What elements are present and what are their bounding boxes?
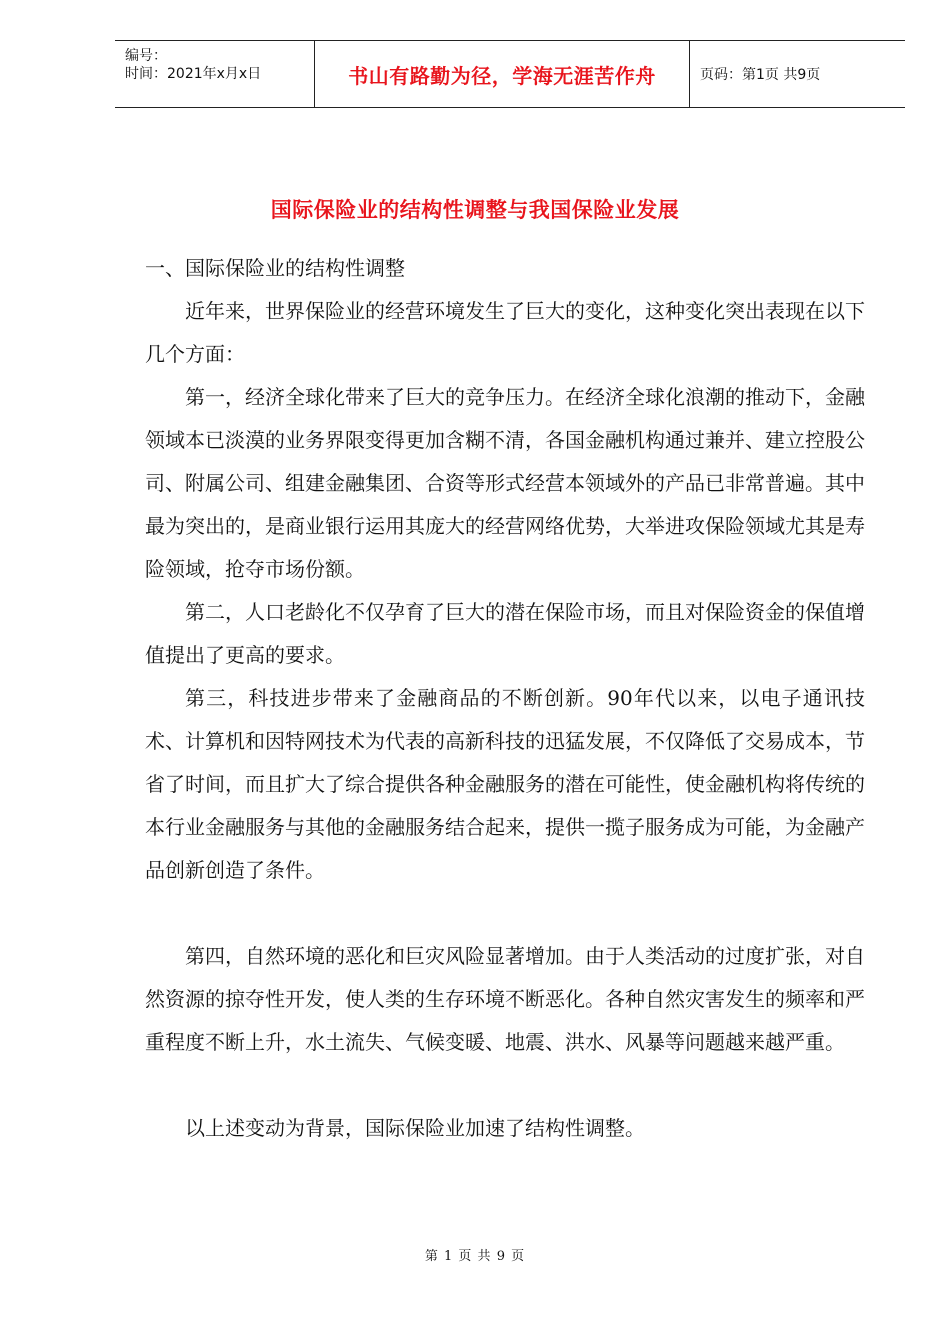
page-footer: 第 1 页 共 9 页 xyxy=(424,1249,526,1264)
header-page-info: 页码：第1页 共9页 xyxy=(700,67,821,83)
spacer xyxy=(145,1064,865,1107)
header-table xyxy=(115,40,905,108)
paragraph-third: 第三，科技进步带来了金融商品的不断创新。90年代以来，以电子通讯技术、计算机和因特网技术为代表的高新科技的迅猛发展，不仅降低了交易成本，节省了时间，而且扩大了综合提供各种金融服务的潜在可能性，使金融机构将传统的本行业金融服务与其他的金融服务结合起来，提供一揽子服务成为可能，为金融产品创新创造了条件。 xyxy=(145,686,865,882)
time-label: 时间：2021年x月x日 xyxy=(125,66,262,82)
spacer xyxy=(145,892,865,935)
header-meta-cell xyxy=(115,41,315,107)
document-title: 国际保险业的结构性调整与我国保险业发展 xyxy=(270,197,680,222)
paragraph-second: 第二，人口老龄化不仅孕育了巨大的潜在保险市场，而且对保险资金的保值增值提出了更高的要求。 xyxy=(145,600,865,667)
paragraph-conclusion: 以上述变动为背景，国际保险业加速了结构性调整。 xyxy=(185,1116,645,1140)
paragraph-fourth: 第四，自然环境的恶化和巨灾风险显著增加。由于人类活动的过度扩张，对自然资源的掠夺性开发，使人类的生存环境不断恶化。各种自然灾害发生的频率和严重程度不断上升，水土流失、气候变暖、地震、洪水、风暴等问题越来越严重。 xyxy=(145,944,865,1054)
document-body xyxy=(145,247,865,1150)
number-label: 编号： xyxy=(125,48,167,64)
header-motto: 书山有路勤为径，学海无涯苦作舟 xyxy=(315,41,690,107)
section-heading: 一、国际保险业的结构性调整 xyxy=(145,256,405,280)
paragraph-first: 第一，经济全球化带来了巨大的竞争压力。在经济全球化浪潮的推动下，金融领域本已淡漠的业务界限变得更加含糊不清，各国金融机构通过兼并、建立控股公司、附属公司、组建金融集团、合资等形式经营本领域外的产品已非常普遍。其中最为突出的，是商业银行运用其庞大的经营网络优势，大举进攻保险领域尤其是寿险领域，抢夺市场份额。 xyxy=(145,385,865,581)
paragraph-intro: 近年来，世界保险业的经营环境发生了巨大的变化，这种变化突出表现在以下几个方面： xyxy=(145,299,865,366)
